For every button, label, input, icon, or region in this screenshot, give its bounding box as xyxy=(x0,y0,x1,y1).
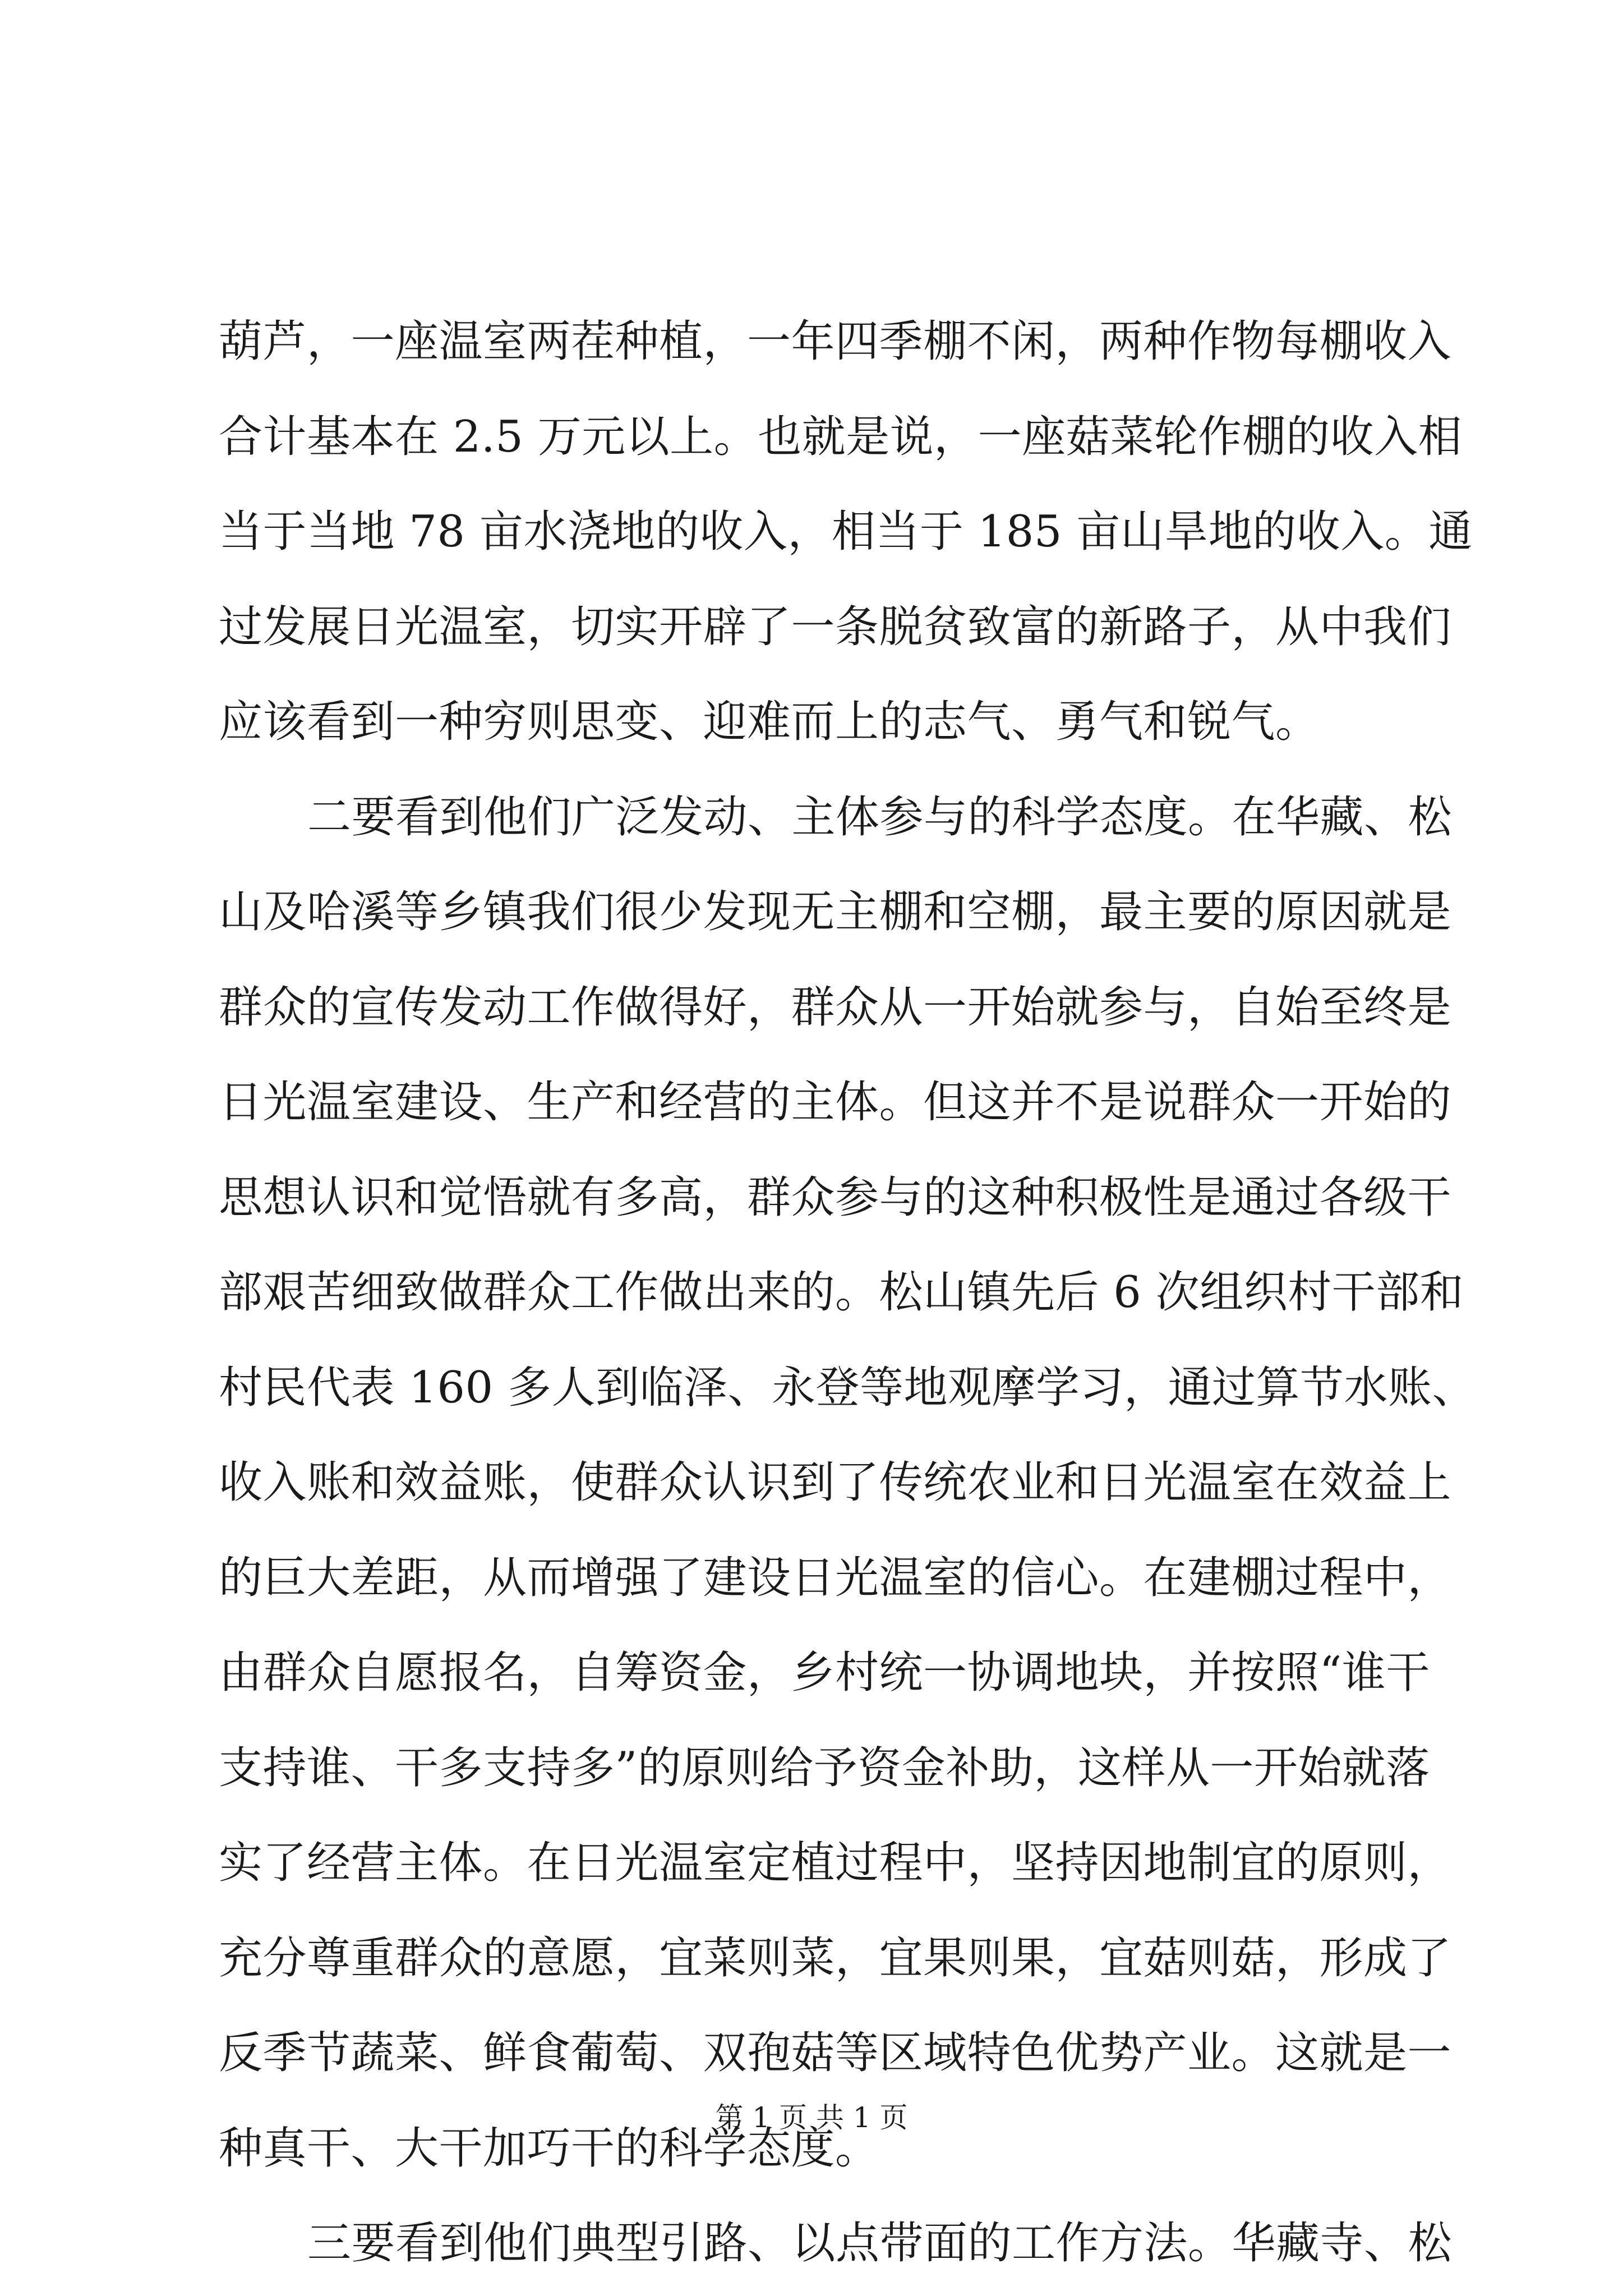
text-line: 种真干、大干加巧干的科学态度。 xyxy=(219,2123,879,2174)
text-line: 支持谁、干多支持多”的原则给予资金补助，这样从一开始就落 xyxy=(219,1742,1430,1793)
text-line: 应该看到一种穷则思变、迎难而上的志气、勇气和锐气。 xyxy=(219,697,1320,747)
document-body xyxy=(219,295,1476,2292)
text-line: 当于当地 78 亩水浇地的收入，相当于 185 亩山旱地的收入。通 xyxy=(219,507,1473,557)
text-line: 由群众自愿报名，自筹资金，乡村统一协调地块，并按照“谁干 xyxy=(219,1648,1430,1698)
text-line: 部艰苦细致做群众工作做出来的。松山镇先后 6 次组织村干部和 xyxy=(219,1267,1464,1318)
text-line: 日光温室建设、生产和经营的主体。但这并不是说群众一开始的 xyxy=(219,1077,1452,1128)
text-line: 反季节蔬菜、鲜食葡萄、双孢菇等区域特色优势产业。这就是一 xyxy=(219,2028,1452,2078)
paragraph-first-line: 三要看到他们典型引路、以点带面的工作方法。华藏寺、松 xyxy=(307,2218,1453,2269)
page-number-label: 第 1 页 共 1 页 xyxy=(715,2101,908,2134)
text-line: 村民代表 160 多人到临泽、永登等地观摩学习，通过算节水账、 xyxy=(219,1362,1476,1413)
text-line: 葫芦，一座温室两茬种植，一年四季棚不闲，两种作物每棚收入 xyxy=(219,316,1452,367)
page-footer xyxy=(0,2101,1623,2134)
text-line: 山及哈溪等乡镇我们很少发现无主棚和空棚，最主要的原因就是 xyxy=(219,887,1452,937)
paragraph-first-line: 二要看到他们广泛发动、主体参与的科学态度。在华藏、松 xyxy=(307,792,1453,843)
text-line: 充分尊重群众的意愿，宜菜则菜，宜果则果，宜菇则菇，形成了 xyxy=(219,1932,1452,1984)
text-line: 实了经营主体。在日光温室定植过程中，坚持因地制宜的原则， xyxy=(219,1838,1452,1888)
text-line: 收入账和效益账，使群众认识到了传统农业和日光温室在效益上 xyxy=(219,1457,1452,1508)
text-line: 的巨大差距，从而增强了建设日光温室的信心。在建棚过程中， xyxy=(219,1552,1452,1603)
text-line: 合计基本在 2.5 万元以上。也就是说，一座菇菜轮作棚的收入相 xyxy=(219,411,1463,462)
text-line: 群众的宣传发动工作做得好，群众从一开始就参与，自始至终是 xyxy=(219,982,1452,1033)
text-line: 思想认识和觉悟就有多高，群众参与的这种积极性是通过各级干 xyxy=(219,1172,1452,1223)
text-line: 过发展日光温室，切实开辟了一条脱贫致富的新路子，从中我们 xyxy=(219,601,1452,652)
